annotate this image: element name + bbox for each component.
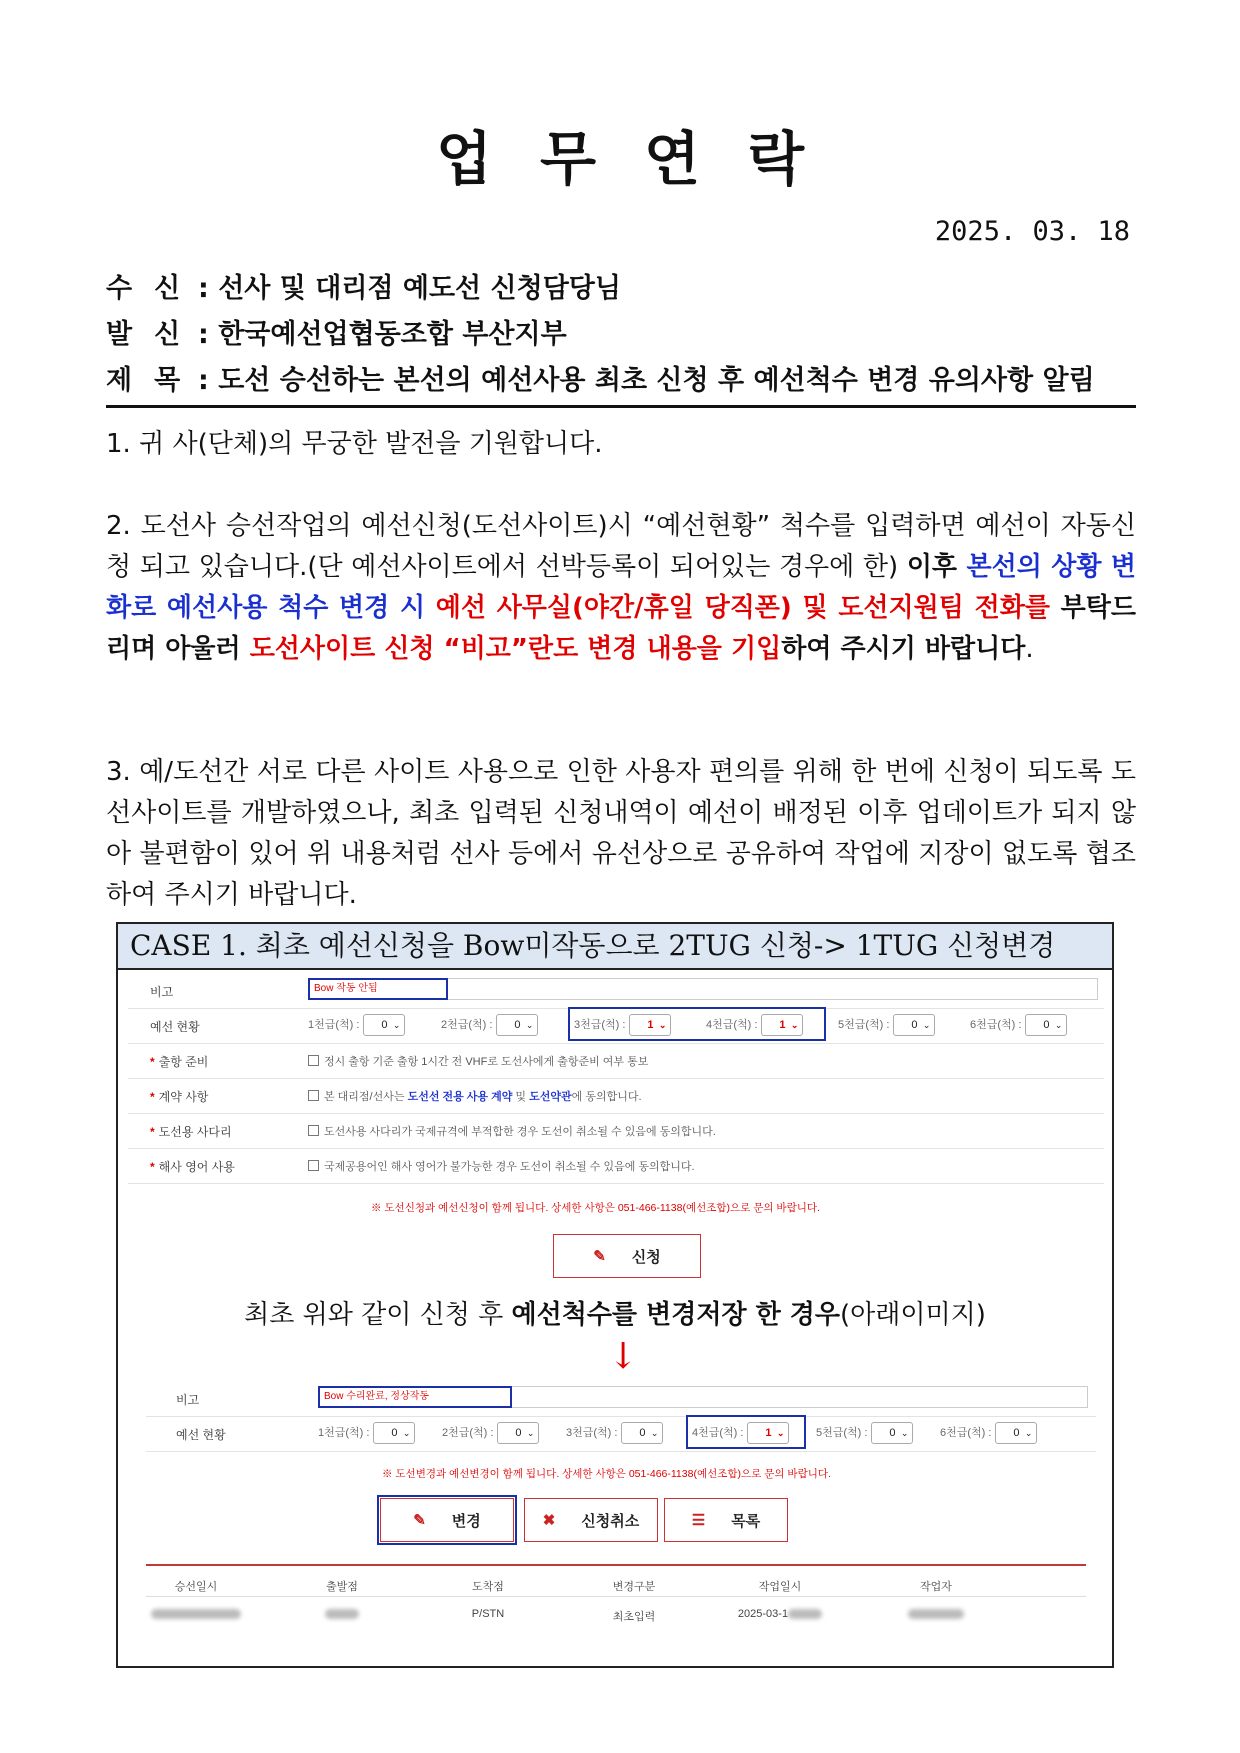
mid-caption xyxy=(118,1294,1112,1331)
tug-1000-value: 0 xyxy=(381,1019,388,1031)
english-text: 국제공용어인 해사 영어가 불가능한 경우 도선이 취소될 수 있음에 동의합니다. xyxy=(324,1161,695,1173)
required-icon: * xyxy=(150,1160,155,1174)
apply-button[interactable] xyxy=(553,1234,701,1278)
chevron-down-icon: ⌄ xyxy=(900,1428,909,1438)
tug2-4000-value: 1 xyxy=(765,1427,772,1439)
tug-row-2 xyxy=(146,1417,1096,1452)
redacted-block xyxy=(788,1609,822,1619)
chevron-down-icon: ⌄ xyxy=(1024,1428,1033,1438)
checkbox-icon xyxy=(308,1090,319,1101)
ladder-text: 도선사용 사다리가 국제규격에 부적합한 경우 도선이 취소될 수 있음에 동의합니다. xyxy=(324,1126,716,1138)
paragraph-3: 3. 예/도선간 서로 다른 사이트 사용으로 인한 사용자 편의를 위해 한 번에 신청이 되도록 도선사이트를 개발하였으나, 최초 입력된 신청내역이 예선이 배정된 이후 업데이트가 되지 않아 불편함이 있어 위 내용처럼 선사 등에서 유선상으로 공유하여 작업에 지장이 없도록 협조하여 주시기 바랍니다. xyxy=(106,757,1137,910)
header-rule xyxy=(106,405,1136,408)
contract-label-text: 계약 사항 xyxy=(158,1090,209,1104)
contract-label xyxy=(150,1088,208,1105)
history-cell-origin xyxy=(272,1608,412,1620)
document-date: 2025. 03. 18 xyxy=(934,216,1130,247)
tug-6000-value: 0 xyxy=(1043,1019,1050,1031)
list-button[interactable] xyxy=(664,1498,788,1542)
paragraph-2 xyxy=(106,506,1136,670)
down-arrow-icon: ↓ xyxy=(608,1336,639,1377)
history-header: 작업자 xyxy=(920,1581,952,1593)
close-icon: ✖ xyxy=(542,1512,556,1529)
chevron-down-icon: ⌄ xyxy=(922,1020,931,1030)
chevron-down-icon: ⌄ xyxy=(790,1020,799,1030)
tug-1000 xyxy=(308,1014,405,1036)
note-row xyxy=(128,974,1104,1009)
list-button-label: 목록 xyxy=(731,1512,761,1530)
paragraph-1: 1. 귀 사(단체)의 무궁한 발전을 기원합니다. xyxy=(106,429,603,459)
mid-caption-bold: 예선척수를 변경저장 한 경우 xyxy=(511,1300,841,1330)
tug2-4000-label: 4천급(척) : xyxy=(692,1426,744,1439)
required-icon: * xyxy=(150,1055,155,1069)
p2-text-h: . xyxy=(1025,634,1034,664)
tug2-2000-select[interactable] xyxy=(497,1422,539,1444)
history-header: 출발점 xyxy=(326,1581,358,1593)
pencil-icon: ✎ xyxy=(593,1248,606,1265)
tug2-5000 xyxy=(816,1422,913,1444)
prep-row xyxy=(128,1044,1104,1079)
form-screenshot-initial xyxy=(128,974,1104,1284)
change-button[interactable] xyxy=(380,1498,514,1542)
tug2-6000-select[interactable] xyxy=(995,1422,1037,1444)
checkbox-icon xyxy=(308,1160,319,1171)
english-label xyxy=(150,1158,235,1175)
chevron-down-icon: ⌄ xyxy=(392,1020,401,1030)
document-title: 업무연락 xyxy=(435,125,853,193)
tug2-3000-select[interactable] xyxy=(621,1422,663,1444)
list-icon: ☰ xyxy=(691,1512,706,1529)
cancel-application-button[interactable] xyxy=(524,1498,658,1542)
tug2-5000-value: 0 xyxy=(889,1427,896,1439)
pencil-icon: ✎ xyxy=(413,1512,426,1529)
tug-5000-value: 0 xyxy=(911,1019,918,1031)
prep-checkbox[interactable] xyxy=(308,1053,648,1069)
history-top-rule xyxy=(146,1564,1086,1566)
tug-5000-label: 5천급(척) : xyxy=(838,1018,890,1031)
tug2-2000-value: 0 xyxy=(515,1427,522,1439)
p2-text-red-2: 도선사이트 신청 “비고”란도 변경 내용을 기입 xyxy=(249,634,782,664)
tug-5000 xyxy=(838,1014,935,1036)
tug-5000-select[interactable] xyxy=(893,1014,935,1036)
subject-line xyxy=(106,358,1095,397)
sender-line xyxy=(106,312,567,351)
tug-4000-label: 4천급(척) : xyxy=(706,1018,758,1031)
apply-warning: ※ 도선신청과 예선신청이 함께 됩니다. 상세한 사항은 051-466-1138(예선조합)으로 문의 바랍니다. xyxy=(371,1202,820,1214)
contract-link-1[interactable]: 도선선 전용 사용 계약 xyxy=(407,1091,513,1103)
subject-value: : 도선 승선하는 본선의 예선사용 최초 신청 후 예선척수 변경 유의사항 알림 xyxy=(198,365,1095,396)
tug-2000-select[interactable] xyxy=(496,1014,538,1036)
sender-key: 발신 xyxy=(106,319,203,350)
recipient-value: : 선사 및 대리점 예도선 신청담당님 xyxy=(198,273,621,304)
tug-row xyxy=(128,1009,1104,1044)
tug2-6000 xyxy=(940,1422,1037,1444)
ladder-checkbox[interactable] xyxy=(308,1123,716,1139)
english-label-text: 해사 영어 사용 xyxy=(158,1160,235,1174)
subject-key: 제목 xyxy=(106,365,203,396)
tug-2000-value: 0 xyxy=(514,1019,521,1031)
contract-link-2[interactable]: 도선약관 xyxy=(529,1091,572,1103)
chevron-down-icon: ⌄ xyxy=(650,1428,659,1438)
chevron-down-icon: ⌄ xyxy=(658,1020,667,1030)
tug-label: 예선 현황 xyxy=(150,1020,200,1034)
english-checkbox[interactable] xyxy=(308,1158,695,1174)
tug2-2000-label: 2천급(척) : xyxy=(442,1426,494,1439)
apply-button-label: 신청 xyxy=(631,1248,661,1266)
english-row xyxy=(128,1149,1104,1184)
mid-caption-c: (아래이미지) xyxy=(840,1300,986,1330)
history-header: 도착점 xyxy=(472,1581,504,1593)
required-icon: * xyxy=(150,1090,155,1104)
chevron-down-icon: ⌄ xyxy=(776,1428,785,1438)
redacted-block xyxy=(325,1609,359,1619)
p2-text-g: 하여 주시기 바랍니다 xyxy=(781,634,1026,664)
history-cell-boarding xyxy=(126,1608,266,1620)
history-cell-work-date xyxy=(710,1608,850,1620)
tug2-2000 xyxy=(442,1422,539,1444)
tug-label-2: 예선 현황 xyxy=(176,1428,226,1442)
tug2-5000-select[interactable] xyxy=(871,1422,913,1444)
chevron-down-icon: ⌄ xyxy=(1054,1020,1063,1030)
contract-text-a: 본 대리점/선사는 xyxy=(324,1091,408,1103)
case-heading: CASE 1. 최초 예선신청을 Bow미작동으로 2TUG 신청-> 1TUG 신청변경 xyxy=(118,924,1112,970)
p2-text-a: 2. 도선사 승선작업의 예선신청(도선사이트)시 “예선현황” 척수를 입력하면 예선이 자동신청 되고 있습니다.(단 예선사이트에서 선박등록이 되어있는 경우에 한) xyxy=(106,511,1136,582)
recipient-line xyxy=(106,266,621,305)
mid-caption-a: 최초 위와 같이 신청 후 xyxy=(244,1300,512,1330)
p2-text-blue: 본선의 상황 변화로 예선사용 척수 변경 시 xyxy=(106,552,1136,623)
note-label: 비고 xyxy=(150,985,174,999)
contract-text-e: 에 동의합니다. xyxy=(571,1091,642,1103)
tug-1000-label: 1천급(척) : xyxy=(308,1018,360,1031)
p2-text-b: 이후 xyxy=(906,552,967,582)
tug-4000-value: 1 xyxy=(779,1019,786,1031)
tug2-5000-label: 5천급(척) : xyxy=(816,1426,868,1439)
tug2-3000-value: 0 xyxy=(639,1427,646,1439)
p2-text-e: 부탁드리며 아울러 xyxy=(106,593,1136,664)
chevron-down-icon: ⌄ xyxy=(402,1428,411,1438)
tug-6000 xyxy=(970,1014,1067,1036)
tug-2000-label: 2천급(척) : xyxy=(441,1018,493,1031)
highlight-box xyxy=(568,1007,826,1041)
change-button-label: 변경 xyxy=(451,1512,481,1530)
tug2-1000 xyxy=(318,1422,415,1444)
chevron-down-icon: ⌄ xyxy=(526,1428,535,1438)
tug-1000-select[interactable] xyxy=(363,1014,405,1036)
history-cell-destination: P/STN xyxy=(471,1608,505,1620)
tug2-3000 xyxy=(566,1422,663,1444)
history-cell-worker xyxy=(866,1608,1006,1620)
note-input[interactable]: Bow 작동 안됨 xyxy=(308,978,448,1000)
tug-2000 xyxy=(441,1014,538,1036)
history-header: 작업일시 xyxy=(758,1581,802,1593)
redacted-block xyxy=(151,1609,241,1619)
checkbox-icon xyxy=(308,1125,319,1136)
history-header: 변경구분 xyxy=(612,1581,656,1593)
note-input-2[interactable]: Bow 수리완료, 정상작동 xyxy=(318,1386,512,1408)
history-header: 승선일시 xyxy=(174,1581,218,1593)
tug-3000-value: 1 xyxy=(647,1019,654,1031)
redacted-block xyxy=(908,1609,964,1619)
change-warning: ※ 도선변경과 예선변경이 함께 됩니다. 상세한 사항은 051-466-1138(예선조합)으로 문의 바랍니다. xyxy=(382,1468,831,1480)
tug2-6000-label: 6천급(척) : xyxy=(940,1426,992,1439)
prep-text: 정시 출항 기준 출항 1시간 전 VHF로 도선사에게 출항준비 여부 통보 xyxy=(324,1056,649,1068)
tug2-1000-value: 0 xyxy=(391,1427,398,1439)
ladder-label xyxy=(150,1123,232,1140)
ladder-row xyxy=(128,1114,1104,1149)
tug-3000-label: 3천급(척) : xyxy=(574,1018,626,1031)
case-box xyxy=(116,922,1114,1668)
p2-text-red-1: 예선 사무실(야간/휴일 당직폰) 및 도선지원팀 전화를 xyxy=(435,593,1050,623)
history-divider xyxy=(146,1596,1086,1597)
tug2-1000-select[interactable] xyxy=(373,1422,415,1444)
cancel-button-label: 신청취소 xyxy=(581,1512,640,1530)
tug2-6000-value: 0 xyxy=(1013,1427,1020,1439)
chevron-down-icon: ⌄ xyxy=(525,1020,534,1030)
checkbox-icon xyxy=(308,1055,319,1066)
tug2-1000-label: 1천급(척) : xyxy=(318,1426,370,1439)
tug-6000-select[interactable] xyxy=(1025,1014,1067,1036)
history-cell-work-date-text: 2025-03-1 xyxy=(737,1608,789,1620)
history-cell-change-type: 최초입력 xyxy=(612,1611,656,1623)
form-screenshot-changed xyxy=(146,1382,1096,1662)
prep-label xyxy=(150,1053,208,1070)
highlight-box xyxy=(686,1415,806,1449)
note-row-2 xyxy=(146,1382,1096,1417)
recipient-key: 수신 xyxy=(106,273,203,304)
contract-row xyxy=(128,1079,1104,1114)
tug2-3000-label: 3천급(척) : xyxy=(566,1426,618,1439)
prep-label-text: 출항 준비 xyxy=(158,1055,209,1069)
sender-value: : 한국예선업협동조합 부산지부 xyxy=(198,319,567,350)
tug-6000-label: 6천급(척) : xyxy=(970,1018,1022,1031)
required-icon: * xyxy=(150,1125,155,1139)
contract-checkbox[interactable] xyxy=(308,1088,642,1104)
ladder-label-text: 도선용 사다리 xyxy=(158,1125,232,1139)
contract-text-c: 및 xyxy=(512,1091,530,1103)
note-label-2: 비고 xyxy=(176,1393,200,1407)
